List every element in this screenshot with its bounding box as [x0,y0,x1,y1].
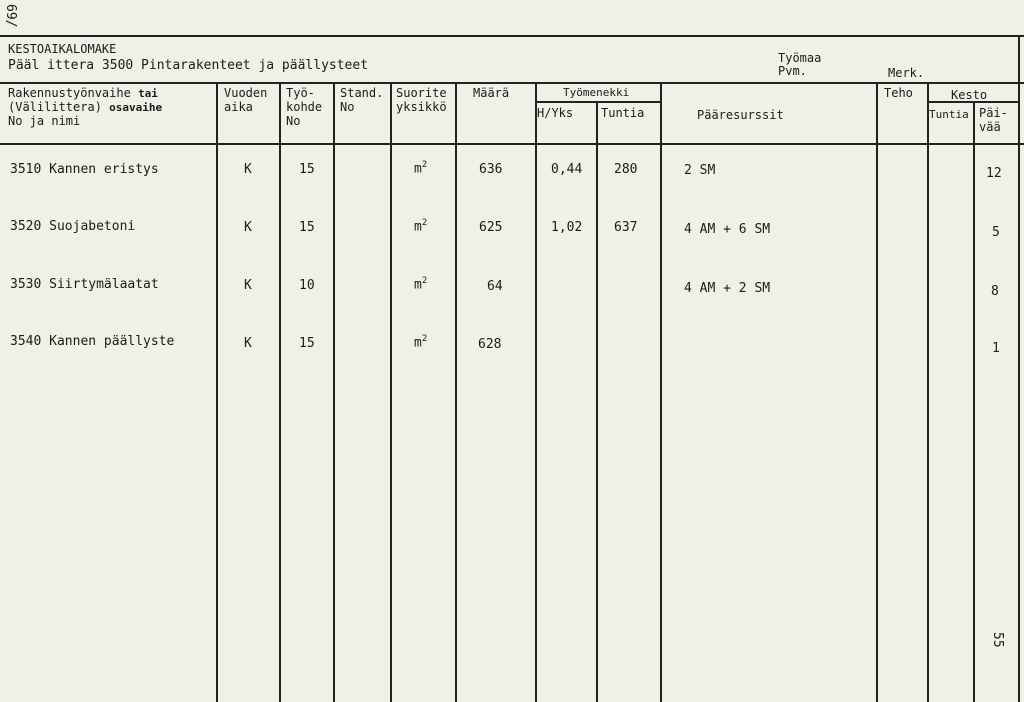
rule-labor-split [537,101,661,103]
col-divider-11 [973,101,975,702]
col-divider-2 [279,82,281,702]
header-labor-per-unit: H/Yks [537,106,574,120]
cell-target: 15 [299,220,315,235]
form-subtitle: Pääl ittera 3500 Pintarakenteet ja päällysteet [8,58,369,73]
cell-target: 15 [299,162,315,177]
col-divider-9 [876,82,878,702]
cell-quantity: 628 [478,337,502,352]
col-divider-3 [333,82,335,702]
header-duration-hours: Tuntia [929,108,969,121]
mark-label: Merk. [888,66,925,80]
page-number: 55 [990,632,1005,648]
header-resources: Pääresurssit [697,108,784,122]
header-efficiency: Teho [884,86,913,100]
cell-hours: 637 [614,220,638,235]
header-season: Vuoden aika [224,86,268,114]
form-title: KESTOAIKALOMAKE [8,42,117,56]
cell-phase: 3510 Kannen eristys [10,162,159,177]
cell-season: K [244,336,252,351]
cell-target: 15 [299,336,315,351]
site-label: Työmaa [778,51,822,65]
header-target: Työ- kohde No [286,86,323,128]
cell-days: 8 [991,284,999,299]
header-stand: Stand. No [340,86,384,114]
rule-header-bottom [0,143,1024,145]
cell-phase: 3530 Siirtymälaatat [10,277,159,292]
date-label: Pvm. [778,64,807,78]
cell-unit: $m^2$ [414,160,428,177]
cell-season: K [244,220,252,235]
cell-season: K [244,278,252,293]
col-divider-10 [927,82,929,702]
col-divider-8 [660,82,662,702]
cell-unit: $m^2$ [414,334,428,351]
cell-per-unit: 1,02 [551,220,583,235]
cell-per-unit: 0,44 [551,162,583,177]
corner-mark: 69/ [3,4,18,28]
col-divider-1 [216,82,218,702]
col-divider-6 [535,82,537,702]
cell-quantity: 64 [487,279,503,294]
col-divider-7 [596,101,598,702]
cell-phase: 3520 Suojabetoni [10,219,136,234]
col-divider-4 [390,82,392,702]
rule-top [0,35,1024,37]
cell-resources: 4 AM + 2 SM [684,281,771,296]
header-quantity: Määrä [473,86,510,100]
header-duration-days: Päi- vää [979,106,1008,134]
cell-resources: 4 AM + 6 SM [684,222,771,237]
col-divider-5 [455,82,457,702]
cell-quantity: 636 [479,162,503,177]
cell-resources: 2 SM [684,163,716,178]
rule-header-top [0,82,1024,84]
cell-days: 5 [992,225,1000,240]
cell-quantity: 625 [479,220,503,235]
cell-target: 10 [299,278,315,293]
cell-days: 12 [986,166,1002,181]
col-divider-right [1018,35,1020,702]
header-labor: Työmenekki [563,86,630,99]
cell-unit: $m^2$ [414,218,428,235]
cell-unit: $m^2$ [414,276,428,293]
header-labor-hours: Tuntia [601,106,645,120]
header-unit: Suorite yksikkö [396,86,447,114]
cell-season: K [244,162,252,177]
cell-days: 1 [992,341,1000,356]
cell-hours: 280 [614,162,638,177]
header-phase: Rakennustyönvaihe tai (Välilittera) osavaihe No ja nimi [8,86,163,128]
cell-phase: 3540 Kannen päällyste [10,334,175,349]
header-duration: Kesto [951,88,988,102]
